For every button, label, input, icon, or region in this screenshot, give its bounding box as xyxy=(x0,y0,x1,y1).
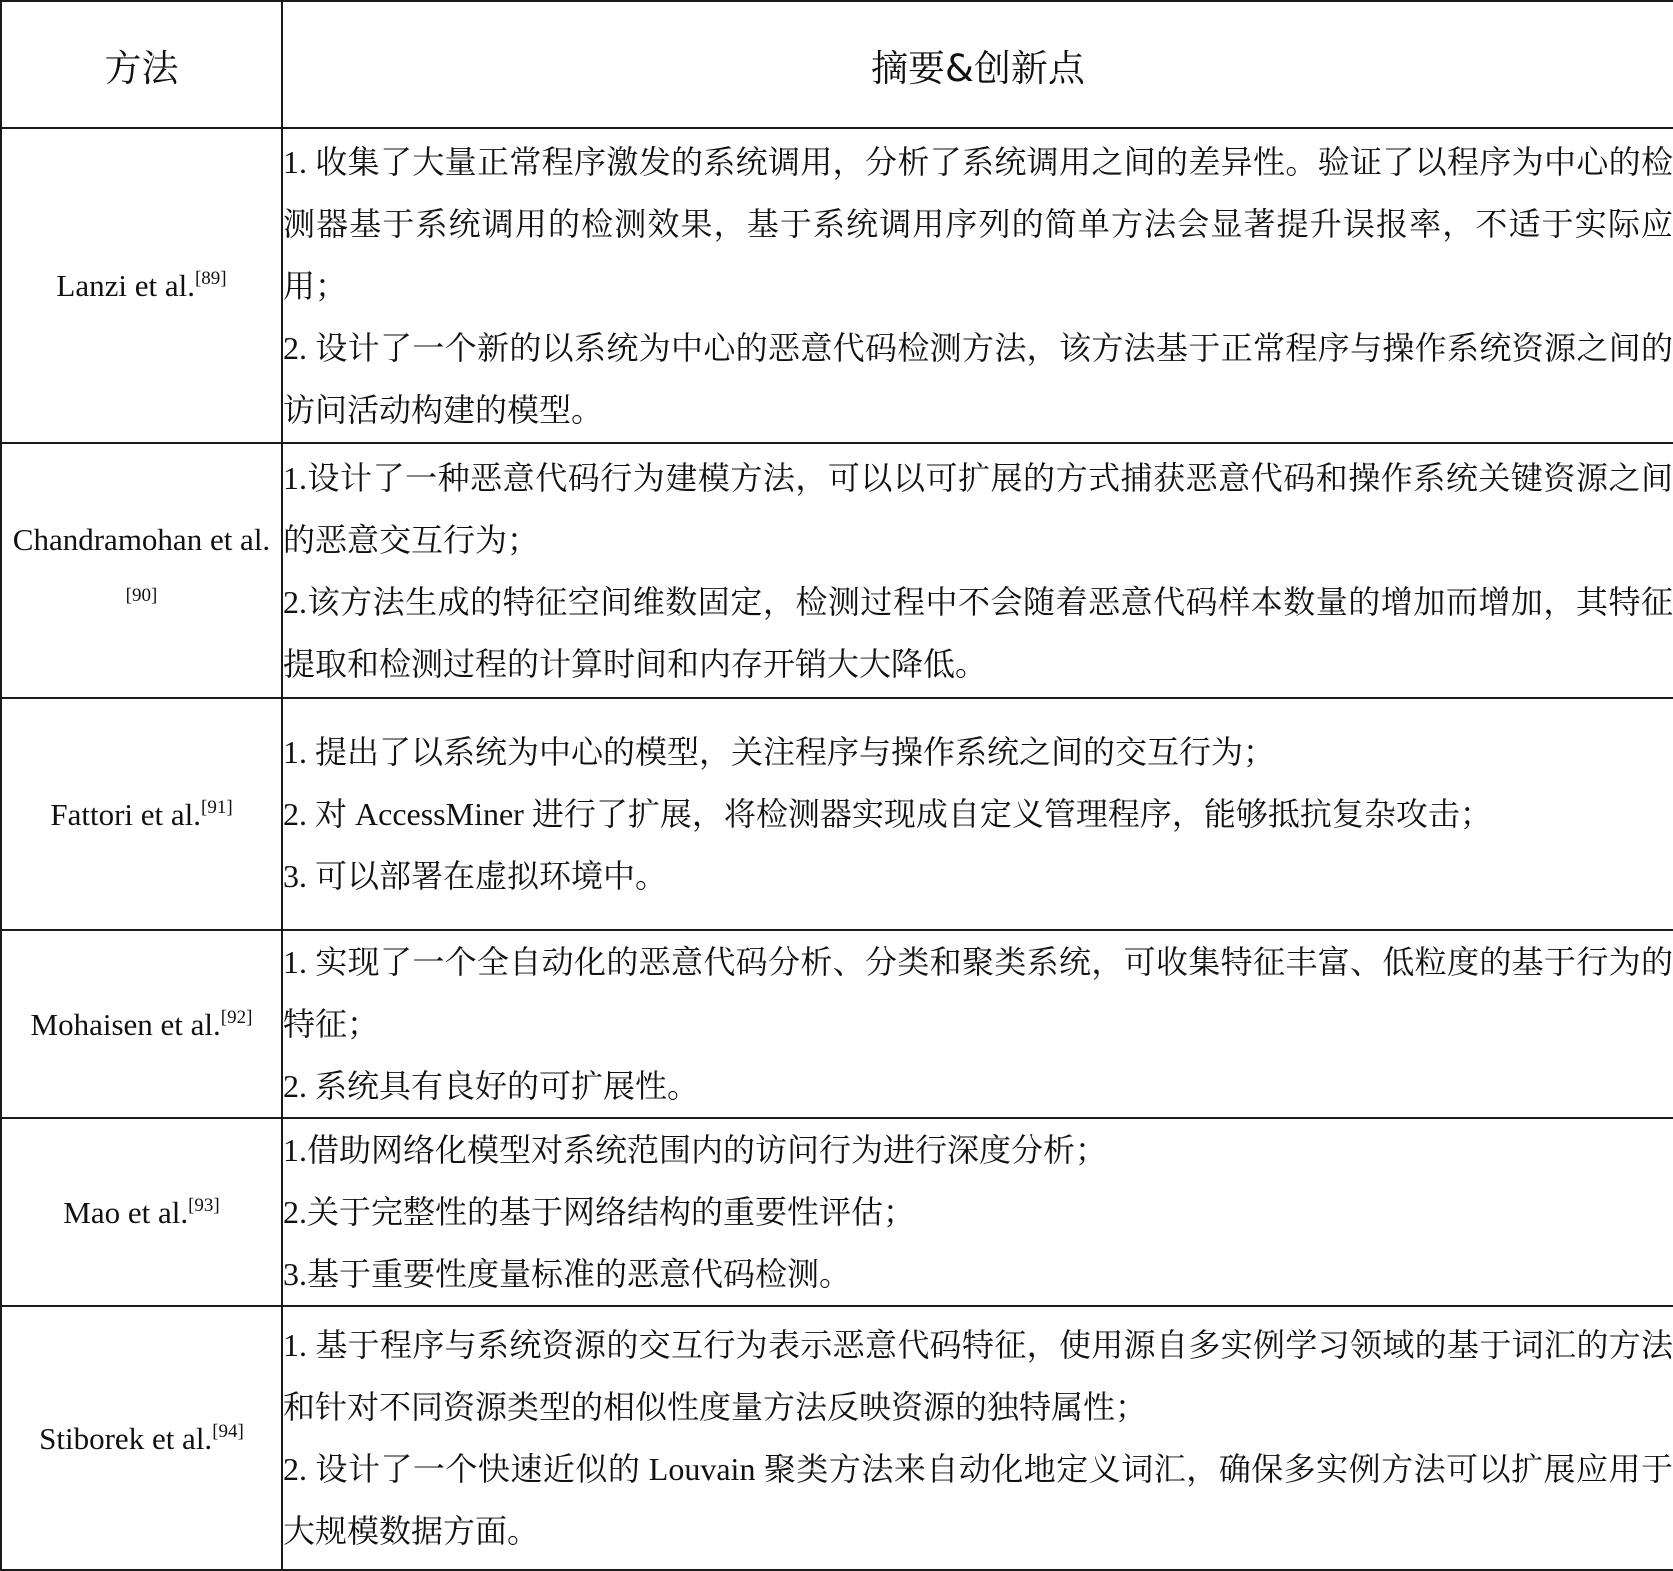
reference-number: [93] xyxy=(188,1194,220,1216)
method-cell xyxy=(1,930,282,1118)
summary-point: 1. 基于程序与系统资源的交互行为表示恶意代码特征，使用源自多实例学习领域的基于词汇的方法和针对不同资源类型的相似性度量方法反映资源的独特属性； xyxy=(283,1327,1673,1425)
table-row xyxy=(1,1306,1673,1570)
reference-number: [89] xyxy=(194,268,227,289)
summary-cell xyxy=(282,443,1673,698)
summary-point: 2.该方法生成的特征空间维数固定，检测过程中不会随着恶意代码样本数量的增加而增加，其特征提取和检测过程的计算时间和内存开销大大降低。 xyxy=(283,583,1673,682)
method-name: Mohaisen et al. xyxy=(30,1006,221,1042)
summary-cell xyxy=(282,698,1673,930)
summary-cell xyxy=(282,930,1673,1118)
method-cell xyxy=(1,1306,282,1570)
method-cell xyxy=(1,1118,282,1306)
table-row xyxy=(1,443,1673,698)
summary-point: 2. 设计了一个快速近似的 Louvain 聚类方法来自动化地定义词汇，确保多实例方法可以扩展应用于大规模数据方面。 xyxy=(283,1451,1673,1549)
summary-point: 1.设计了一种恶意代码行为建模方法，可以以可扩展的方式捕获恶意代码和操作系统关键资源之间的恶意交互行为； xyxy=(283,459,1673,558)
reference-number: [91] xyxy=(201,796,233,818)
method-name: Mao et al. xyxy=(63,1194,189,1230)
summary-point: 2. 对 AccessMiner 进行了扩展，将检测器实现成自定义管理程序，能够抵抗复杂攻击； xyxy=(283,796,1492,832)
table-row xyxy=(1,128,1673,443)
summary-point: 1. 提出了以系统为中心的模型，关注程序与操作系统之间的交互行为； xyxy=(283,734,1276,770)
reference-number: [90] xyxy=(125,584,158,606)
method-name: Chandramohan et al. xyxy=(12,521,271,557)
summary-point: 2. 系统具有良好的可扩展性。 xyxy=(283,1068,700,1104)
reference-number: [92] xyxy=(220,1006,253,1028)
method-name: Lanzi et al. xyxy=(56,268,195,303)
summary-point: 3.基于重要性度量标准的恶意代码检测。 xyxy=(283,1256,852,1292)
summary-cell xyxy=(282,1118,1673,1306)
reference-number: [94] xyxy=(212,1420,244,1442)
summary-point: 3. 可以部署在虚拟环境中。 xyxy=(283,858,668,894)
summary-cell xyxy=(282,1306,1673,1570)
method-cell xyxy=(1,128,282,443)
method-name: Stiborek et al. xyxy=(39,1420,213,1456)
table-row xyxy=(1,1118,1673,1306)
method-name: Fattori et al. xyxy=(50,796,201,832)
summary-point: 2. 设计了一个新的以系统为中心的恶意代码检测方法，该方法基于正常程序与操作系统资源之间的访问活动构建的模型。 xyxy=(283,329,1673,428)
summary-point: 1.借助网络化模型对系统范围内的访问行为进行深度分析； xyxy=(283,1132,1108,1168)
header-method: 方法 xyxy=(1,1,282,128)
method-cell xyxy=(1,698,282,930)
summary-point: 2.关于完整性的基于网络结构的重要性评估； xyxy=(283,1194,916,1230)
method-cell xyxy=(1,443,282,698)
table-row xyxy=(1,698,1673,930)
summary-point: 1. 实现了一个全自动化的恶意代码分析、分类和聚类系统，可收集特征丰富、低粒度的基于行为的特征； xyxy=(283,944,1673,1042)
header-summary: 摘要&创新点 xyxy=(282,1,1673,128)
summary-cell xyxy=(282,128,1673,443)
summary-point: 1. 收集了大量正常程序激发的系统调用，分析了系统调用之间的差异性。验证了以程序为中心的检测器基于系统调用的检测效果，基于系统调用序列的简单方法会显著提升误报率，不适于实际应用； xyxy=(283,143,1673,304)
table-row xyxy=(1,930,1673,1118)
header-row xyxy=(1,1,1673,128)
